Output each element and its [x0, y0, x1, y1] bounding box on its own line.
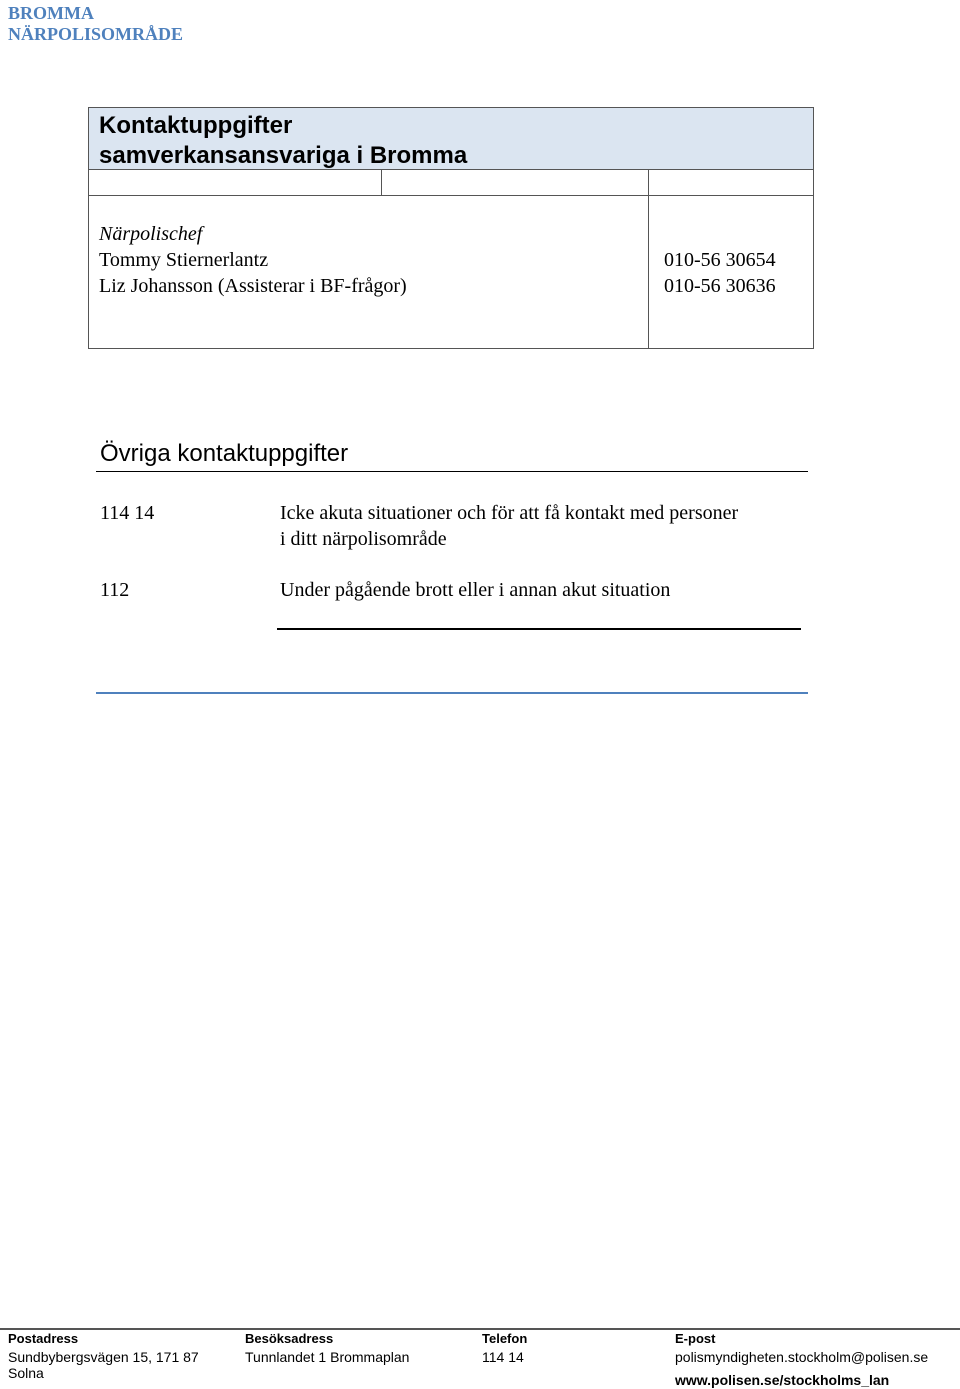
- footer-label: E-post: [675, 1331, 716, 1346]
- contact-number: 114 14: [100, 502, 155, 524]
- footer-label: Telefon: [482, 1331, 528, 1346]
- footer-value: 114 14: [482, 1349, 524, 1365]
- district-name: BROMMA: [8, 3, 94, 23]
- section-title-rule: [96, 471, 808, 472]
- person-phone: 010-56 30636: [664, 275, 776, 297]
- person-name: Tommy Stiernerlantz: [99, 249, 269, 271]
- contact-table: [88, 107, 814, 349]
- contact-table-header: [89, 108, 813, 170]
- footer-visiting-address: [245, 1331, 409, 1365]
- person-name: Liz Johansson (Assisterar i BF-frågor): [99, 275, 407, 297]
- contact-persons-cell: [99, 221, 407, 299]
- contact-description-line: Under pågående brott eller i annan akut situation: [280, 579, 671, 601]
- contact-table-title-line1: Kontaktuppgifter: [99, 112, 293, 139]
- footer-label: Postadress: [8, 1331, 79, 1346]
- contact-description-line: i ditt närpolisområde: [280, 528, 447, 550]
- footer-phone: [482, 1331, 527, 1365]
- district-header: [8, 3, 183, 45]
- signature-rule: [277, 628, 801, 630]
- role-label: Närpolischef: [99, 223, 203, 245]
- footer-value: Sundbybergsvägen 15, 171 87: [8, 1349, 199, 1365]
- footer-rule: [0, 1328, 960, 1330]
- contact-table-title: [99, 111, 467, 171]
- table-divider-short: [381, 170, 382, 196]
- table-spacer-row: [89, 170, 813, 196]
- footer-value: Tunnlandet 1 Brommaplan: [245, 1349, 410, 1365]
- contact-description-line: Icke akuta situationer och för att få kontakt med personer: [280, 502, 739, 524]
- contact-description: [280, 500, 810, 552]
- contact-number: 112: [100, 579, 130, 601]
- footer-website-link[interactable]: www.polisen.se/stockholms_lan: [675, 1372, 890, 1388]
- footer-value: Solna: [8, 1365, 44, 1381]
- person-phone: 010-56 30654: [664, 249, 776, 271]
- other-contacts-title: Övriga kontaktuppgifter: [100, 440, 349, 467]
- footer-email: [675, 1331, 928, 1365]
- footer-email-link[interactable]: polismyndigheten.stockholm@polisen.se: [675, 1349, 929, 1365]
- district-subtitle: NÄRPOLISOMRÅDE: [8, 24, 184, 44]
- table-divider-main: [648, 170, 649, 349]
- contact-table-title-line2: samverkansansvariga i Bromma: [99, 142, 468, 169]
- contact-phones-cell: [664, 247, 776, 299]
- accent-rule: [96, 692, 808, 694]
- footer-label: Besöksadress: [245, 1331, 334, 1346]
- footer-postal-address: [8, 1331, 199, 1381]
- contact-description: [280, 577, 810, 603]
